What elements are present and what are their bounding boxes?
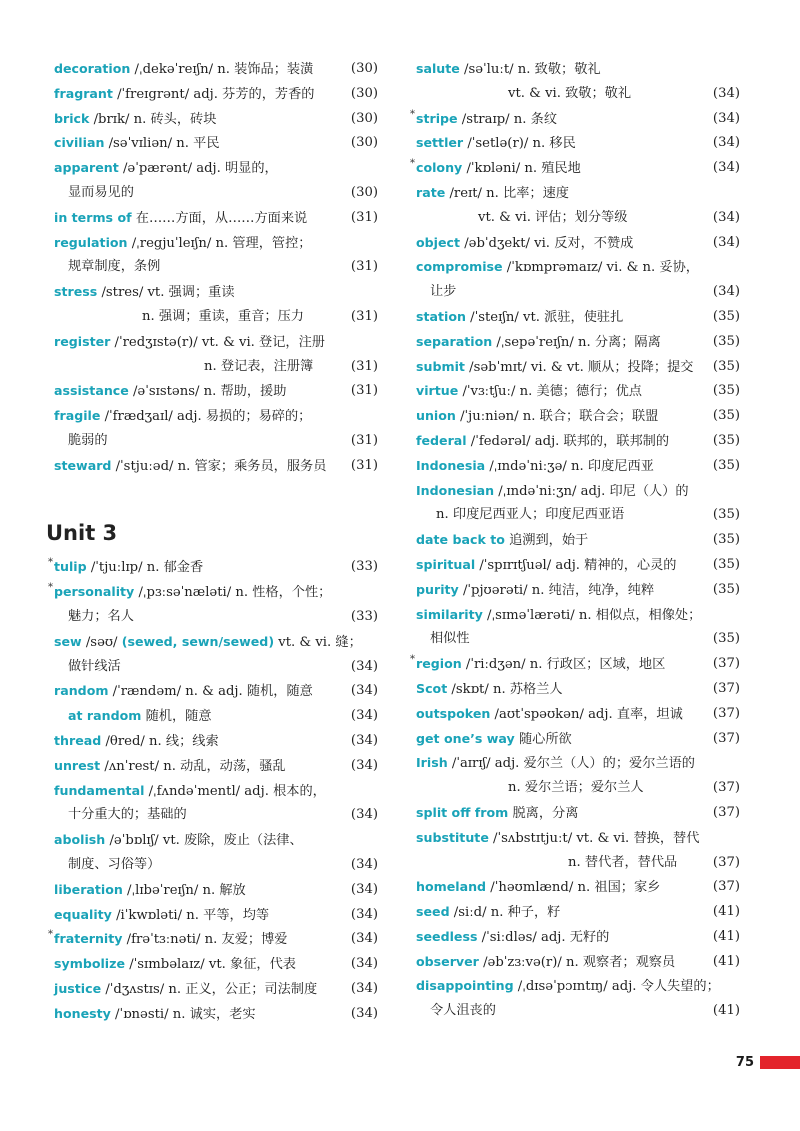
page-reference: (35) [712,581,740,597]
page-reference: (35) [712,358,740,374]
asterisk-marker: * [48,929,53,941]
headword: settler [416,135,464,151]
page-reference: (31) [350,432,378,448]
definition: /əˈsɪstəns/ n. 帮助，援助 [128,384,287,400]
vocab-entry [54,330,378,355]
page-reference: (34) [350,708,378,724]
page-reference: (34) [350,732,378,748]
vocab-entry [54,404,378,429]
headword: colony [416,160,463,176]
definition: /ˈɒnəsti/ n. 诚实，老实 [110,1006,256,1022]
vocab-entry [48,927,378,952]
vocab-entry [54,82,378,107]
headword: random [54,683,109,699]
page-reference: (31) [350,383,378,399]
headword: equality [54,906,112,922]
vocab-entry [416,503,740,528]
page-reference: (35) [712,383,740,399]
definition: /ˈpjʊərəti/ n. 纯洁，纯净，纯粹 [458,582,655,598]
asterisk-marker: * [410,158,415,170]
page-reference: (34) [712,85,740,101]
definition: /skɒt/ n. 苏格兰人 [447,681,563,697]
vocab-entry [54,429,378,454]
definition: /ˈsʌbstɪtjuːt/ vt. & vi. 替换，替代 [488,830,700,846]
vocab-entry [416,677,740,702]
vocab-entry [54,903,378,928]
headword: brick [54,110,90,126]
headword: fragrant [54,85,113,101]
page-reference: (34) [350,931,378,947]
page-reference: (41) [712,904,740,920]
definition: 显而易见的 [68,184,134,200]
vocab-entry [416,479,740,504]
vocab-entry [416,702,740,727]
page-reference: (34) [350,683,378,699]
definition: /iˈkwɒləti/ n. 平等，均等 [111,907,270,923]
vocab-entry [48,580,378,605]
headword: get one’s way [416,730,515,746]
vocab-entry [54,131,378,156]
headword: seed [416,904,450,920]
definition: /ˈdʒʌstɪs/ n. 正义，公正；司法制度 [101,981,318,997]
page-reference: (37) [712,730,740,746]
definition: vt. & vi. 致敬；敬礼 [508,85,632,101]
vocab-entry [54,630,378,655]
definition: n. 爱尔兰语；爱尔兰人 [508,780,644,796]
vocab-entry [54,280,378,305]
page-reference: (31) [350,308,378,324]
vocab-entry [416,528,740,553]
page-reference: (35) [712,457,740,473]
definition: /straɪp/ n. 条纹 [457,111,558,127]
vocab-entry [416,974,740,999]
headword: spiritual [416,556,476,572]
headword: in terms of [54,209,132,225]
page-reference: (33) [350,559,378,575]
definition: n. 强调；重读，重音；压力 [142,308,304,324]
page-reference: (37) [712,854,740,870]
headword: outspoken [416,705,491,721]
vocab-entry [54,379,378,404]
page-tab-marker [760,1056,800,1069]
vocab-entry [416,925,740,950]
vocab-entry [416,578,740,603]
definition: 制度、习俗等） [68,856,161,872]
vocab-entry [54,779,378,804]
headword: submit [416,358,465,374]
page-reference: (34) [350,956,378,972]
page-reference: (34) [350,906,378,922]
asterisk-marker: * [48,557,53,569]
definition: /ˌregjuˈleɪʃn/ n. 管理，管控； [127,235,312,251]
definition: /ˈvɜːtʃuː/ n. 美德；德行；优点 [458,384,642,400]
headword: liberation [54,881,123,897]
definition: /siːd/ n. 种子，籽 [449,905,561,921]
vocab-entry [54,605,378,630]
headword: regulation [54,234,128,250]
page-reference: (34) [712,160,740,176]
headword: rate [416,184,446,200]
headword: homeland [416,879,487,895]
headword: assistance [54,383,129,399]
headword: thread [54,732,102,748]
page-reference: (31) [350,259,378,275]
vocab-entry [416,454,740,479]
asterisk-marker: * [410,108,415,120]
definition: /ˈhəʊmlænd/ n. 祖国；家乡 [486,880,661,896]
vocab-entry [54,231,378,256]
definition: /ˌlɪbəˈreɪʃn/ n. 解放 [122,882,246,898]
vocab-entry [54,57,378,82]
definition: /ˈfrædʒaɪl/ adj. 易损的；易碎的； [100,409,312,425]
vocab-entry [410,107,740,132]
page-reference: (33) [350,608,378,624]
definition: /ˈredʒɪstə(r)/ vt. & vi. 登记，注册 [110,334,325,350]
unit-heading: Unit 3 [46,520,118,545]
vocab-entry [416,727,740,752]
headword: Indonesian [416,482,495,498]
headword: at random [68,708,142,724]
vocab-entry [416,131,740,156]
page-reference: (34) [350,658,378,674]
vocab-entry [54,206,378,231]
vocab-entry [54,305,378,330]
page-reference: (30) [350,135,378,151]
vocab-entry [416,379,740,404]
page-reference: (30) [350,110,378,126]
page-number: 75 [735,1055,754,1070]
headword: symbolize [54,956,125,972]
definition: /ˌɪndəˈniːʒn/ adj. 印尼（人）的 [494,483,689,499]
page-reference: (34) [350,980,378,996]
headword: similarity [416,606,483,622]
vocab-entry [48,555,378,580]
vocab-entry [54,679,378,704]
vocab-entry [54,107,378,132]
headword: stripe [416,110,458,126]
definition: /əbˈdʒekt/ vi. 反对，不赞成 [460,235,634,251]
vocab-entry [416,999,740,1024]
headword: personality [54,584,135,600]
vocab-entry [54,704,378,729]
headword: Irish [416,755,448,771]
headword: date back to [416,532,505,548]
definition: /ˈfedərəl/ adj. 联邦的，联邦制的 [466,433,670,449]
definition: 脆弱的 [68,432,108,448]
page-reference: (35) [712,333,740,349]
headword: honesty [54,1005,111,1021]
headword: split off from [416,804,509,820]
vocab-entry [416,231,740,256]
vocab-entry [416,900,740,925]
definition: 在……方面，从……方面来说 [131,210,308,226]
vocab-entry [416,404,740,429]
vocab-entry [416,255,740,280]
definition: /ˈtjuːlɪp/ n. 郁金香 [86,560,204,576]
definition: /ˈaɪrɪʃ/ adj. 爱尔兰（人）的；爱尔兰语的 [447,756,695,772]
vocab-entry [54,729,378,754]
definition: 让步 [430,284,457,300]
headword: compromise [416,259,503,275]
page-reference: (34) [712,209,740,225]
vocab-entry [416,776,740,801]
definition: /frəˈtɜːnəti/ n. 友爱；博爱 [122,932,288,948]
vocab-entry [416,851,740,876]
page-reference: (37) [712,705,740,721]
vocab-entry [416,305,740,330]
definition: /ˈrændəm/ n. & adj. 随机，随意 [108,684,313,700]
page-reference: (34) [712,284,740,300]
vocab-entry [416,330,740,355]
vocab-entry [416,82,740,107]
definition: /səˈvɪliən/ n. 平民 [104,136,220,152]
definition: /ˈsteɪʃn/ vt. 派驻，使驻扎 [465,309,624,325]
headword: Indonesia [416,457,486,473]
page-reference: (31) [350,209,378,225]
page-footer [736,1054,800,1071]
vocab-entry [410,156,740,181]
headword: abolish [54,832,106,848]
vocab-entry [416,280,740,305]
page-reference: (41) [712,953,740,969]
vocab-entry [54,255,378,280]
headword: justice [54,980,102,996]
headword: Scot [416,680,448,696]
definition: /əˈpærənt/ adj. 明显的， [118,161,278,177]
definition: /əˈbɒlɪʃ/ vt. 废除，废止（法律、 [105,833,303,849]
page-reference: (35) [712,308,740,324]
headword: purity [416,581,459,597]
page-reference: (31) [350,457,378,473]
headword: virtue [416,383,459,399]
definition: /ˈstjuːəd/ n. 管家；乘务员，服务员 [111,458,327,474]
page-reference: (41) [712,1003,740,1019]
page-reference: (30) [350,61,378,76]
definition: /θred/ n. 线；线索 [101,733,219,749]
definition: /ˈspɪrɪtʃuəl/ adj. 精神的，心灵的 [475,557,677,573]
page-reference: (41) [712,928,740,944]
definition-continued: vt. & vi. 缝； [274,634,362,650]
vocab-entry [54,803,378,828]
vocab-entry [416,950,740,975]
page-reference: (35) [712,432,740,448]
definition: /ˈjuːniən/ n. 联合；联合会；联盟 [455,409,659,425]
definition: /reɪt/ n. 比率；速度 [445,185,569,201]
left-column [46,57,378,1026]
vocab-entry [54,156,378,181]
unit3-entries [48,555,378,1026]
definition: 相似性 [430,631,470,647]
vocab-entry [416,57,740,82]
page-reference: (34) [350,856,378,872]
definition: /ˈkɒləni/ n. 殖民地 [462,161,581,177]
inflected-forms: (sewed, sewn/sewed) [121,633,275,649]
page-reference: (35) [712,631,740,647]
page-reference: (30) [350,85,378,101]
vocab-entry [416,627,740,652]
definition: /ˈsetlə(r)/ n. 移民 [463,136,576,152]
page-reference: (37) [712,680,740,696]
definition: /ˌɪndəˈniːʒə/ n. 印度尼西亚 [485,458,654,474]
page-reference: (37) [712,656,740,672]
headword: object [416,234,461,250]
vocab-entry [416,355,740,380]
definition: 令人沮丧的 [430,1003,496,1019]
page-reference: (34) [712,110,740,126]
headword: apparent [54,160,119,176]
definition: /ˈsiːdləs/ adj. 无籽的 [477,929,610,945]
page-reference: (30) [350,184,378,200]
definition: /aʊtˈspəʊkən/ adj. 直率，坦诚 [490,706,683,722]
definition: /ˌsepəˈreɪʃn/ n. 分离；隔离 [492,334,661,350]
vocab-entry [54,878,378,903]
vocab-entry [416,181,740,206]
headword: steward [54,457,112,473]
definition: 随机，随意 [141,709,212,725]
vocab-entry [54,754,378,779]
definition: n. 替代者，替代品 [568,854,678,870]
definition: 规章制度，条例 [68,259,161,275]
definition: n. 登记表，注册簿 [204,358,314,374]
unit2-entries [54,57,378,479]
page-reference: (37) [712,780,740,796]
page-reference: (35) [712,507,740,523]
vocab-entry [416,875,740,900]
vocab-entry [416,826,740,851]
asterisk-marker: * [48,582,53,594]
headword: unrest [54,757,101,773]
definition: /ˈsɪmbəlaɪz/ vt. 象征，代表 [125,957,296,973]
page-reference: (35) [712,556,740,572]
definition: 做针线活 [68,658,121,674]
definition: /ˌdekəˈreɪʃn/ n. 装饰品；装潢 [130,62,314,77]
definition: vt. & vi. 评估；划分等级 [478,209,628,225]
headword: union [416,408,456,424]
page-reference: (34) [350,757,378,773]
headword: fraternity [54,931,123,947]
page-reference: (37) [712,879,740,895]
vocab-entry [416,206,740,231]
page-reference: (31) [350,358,378,374]
vocab-entry [54,454,378,479]
definition: /ˌsɪməˈlærəti/ n. 相似点，相像处； [482,607,702,623]
headword: decoration [54,61,131,76]
headword: register [54,333,111,349]
vocab-entry [54,853,378,878]
vocab-entry [54,977,378,1002]
definition: /ˌdɪsəˈpɔɪntɪŋ/ adj. 令人失望的； [513,979,720,995]
definition: /səˈluːt/ n. 致敬；敬礼 [459,62,601,77]
headword: seedless [416,928,478,944]
headword: region [416,656,462,672]
vocab-entry [54,655,378,680]
headword: stress [54,284,98,300]
definition: n. 印度尼西亚人；印度尼西亚语 [436,507,625,523]
definition: /səbˈmɪt/ vi. & vt. 顺从；投降；提交 [464,359,694,375]
headword: federal [416,432,467,448]
definition: 追溯到，始于 [504,533,589,549]
definition: 脱离，分离 [508,805,579,821]
page-reference: (34) [712,234,740,250]
definition: /ˌpɜːsəˈnæləti/ n. 性格，个性； [134,585,332,601]
page-reference: (34) [350,1005,378,1021]
definition: /ˈkɒmprəmaɪz/ vi. & n. 妥协， [502,260,699,276]
vocab-entry [54,952,378,977]
definition: /ˈfreɪgrənt/ adj. 芬芳的，芳香的 [112,86,315,102]
vocab-entry [54,1002,378,1027]
headword: separation [416,333,493,349]
headword: disappointing [416,978,514,994]
headword: substitute [416,829,489,845]
headword: civilian [54,135,105,151]
vocab-entry [54,355,378,380]
asterisk-marker: * [410,654,415,666]
right-column [410,57,740,1024]
page-reference: (35) [712,532,740,548]
definition: /ˌfʌndəˈmentl/ adj. 根本的， [144,783,326,799]
definition: /əbˈzɜːvə(r)/ n. 观察者；观察员 [478,954,676,970]
definition: 魅力；名人 [68,608,134,624]
definition: 十分重大的；基础的 [68,807,187,823]
headword: station [416,308,466,324]
page-reference: (34) [350,807,378,823]
definition: 随心所欲 [514,731,572,747]
definition: /ʌnˈrest/ n. 动乱，动荡，骚乱 [100,758,286,774]
page-reference: (34) [712,135,740,151]
vocab-entry [416,553,740,578]
page-reference: (34) [350,881,378,897]
page-reference: (37) [712,804,740,820]
vocab-entry [54,828,378,853]
vocab-entry [416,429,740,454]
vocab-entry [410,652,740,677]
headword: fundamental [54,782,145,798]
definition: /ˈriːdʒən/ n. 行政区；区域，地区 [461,657,666,673]
headword: salute [416,61,460,76]
vocab-entry [416,603,740,628]
headword: sew [54,633,82,649]
headword: tulip [54,559,87,575]
definition: /stres/ vt. 强调；重读 [97,285,235,301]
page-reference: (35) [712,408,740,424]
headword: fragile [54,408,101,424]
vocab-entry [54,181,378,206]
vocab-entry [416,801,740,826]
definition: /səʊ/ [81,634,122,650]
headword: observer [416,953,479,969]
definition: /brɪk/ n. 砖头，砖块 [89,111,217,127]
vocab-entry [416,751,740,776]
